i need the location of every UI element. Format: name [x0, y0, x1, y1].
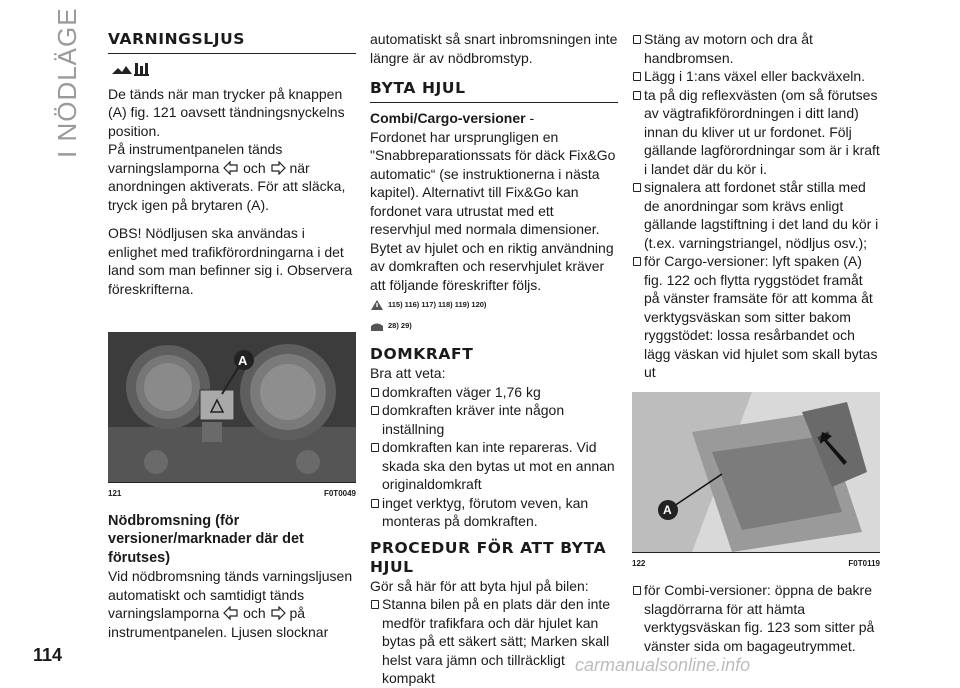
- bullet-list-domkraft: [370, 383, 618, 531]
- paragraph: De tänds när man trycker på knappen (A) fig. 121 oavsett tändningsnyckelns position.: [108, 85, 345, 139]
- seat-lever-photo: [632, 392, 880, 552]
- figure-121: [108, 332, 356, 482]
- figure-code: F0T0119: [848, 558, 880, 568]
- list-item: Stäng av motorn och dra åt handbromsen.: [632, 30, 880, 67]
- paragraph: Combi/Cargo-versioner -: [370, 110, 535, 126]
- heading-domkraft: DOMKRAFT: [370, 345, 474, 363]
- caution-references: 28) 29): [370, 317, 618, 336]
- heading-varningsljus: VARNINGSLJUS: [108, 30, 356, 54]
- dashboard-hazard-photo: [108, 332, 356, 482]
- heading-procedur: PROCEDUR FÖR ATT BYTA HJUL: [370, 538, 607, 576]
- figure-number: 121: [108, 489, 122, 498]
- paragraph: automatiskt så snart inbromsningen inte längre är av nödbromstyp.: [370, 31, 618, 66]
- paragraph: Bytet av hjulet och en riktig användning av domkraften och reservhjulet kräver att följande föreskrifter följs.: [370, 239, 614, 293]
- column-2: [370, 30, 618, 688]
- hazard-switch-icon: [110, 60, 356, 83]
- paragraph: Bra att veta:: [370, 365, 446, 381]
- column-1: [108, 30, 356, 641]
- paragraph: Fordonet har ursprungligen en "Snabbreparationssats för däck Fix&Go automatic“ (se instruktionerna i nästa kapitel). Alternativt till Fix&Go kan fordonet vara utrustat med ett reservhjul med normala dimensioner.: [370, 128, 616, 237]
- warning-references: 115) 116) 117) 118) 119) 120): [370, 296, 618, 315]
- warning-triangle-icon: [370, 299, 384, 311]
- list-item: inget verktyg, förutom veven, kan monteras på domkraften.: [370, 494, 618, 531]
- turn-right-indicator-icon: [270, 161, 286, 175]
- list-item: för Combi-versioner: öppna de bakre slagdörrarna för att hämta verktygsväskan fig. 123 som sitter på vänster sida om bagageutrymmet.: [632, 581, 880, 655]
- list-item: domkraften kräver inte någon inställning: [370, 401, 618, 438]
- paragraph: Vid nödbromsning tänds varningsljusen automatiskt och samtidigt tänds varningslamporna och på instrumentpanelen. Ljusen slocknar: [108, 568, 353, 640]
- list-item: ta på dig reflexvästen (om så förutses av vägtrafikförordningen i ditt land) innan du kliver ut ur fordonet. Följ gällande lagförordningar som är i kraft i landet där du kör i.: [632, 86, 880, 179]
- watermark: carmanualsonline.info: [575, 655, 751, 675]
- turn-right-indicator-icon: [270, 606, 286, 620]
- turn-left-indicator-icon: [223, 161, 239, 175]
- list-item: domkraften väger 1,76 kg: [370, 383, 618, 402]
- figure-122: [632, 392, 880, 552]
- paragraph: OBS! Nödljusen ska användas i enlighet med trafikförordningarna i det land som man befinner sig i. Observera föreskrifterna.: [108, 225, 353, 297]
- paragraph: På instrumentpanelen tänds varningslamporna och när anordningen aktiverats. För att släcka, tryck igen på brytaren (A).: [108, 141, 346, 213]
- list-item: för Cargo-versioner: lyft spaken (A) fig. 122 och flytta ryggstödet framåt på vänster framsäte för att komma åt verktygsväskan som sitter bakom ryggstödet: lossa resårbandet och lägg väskan vid hjulet som skall bytas ut: [632, 252, 880, 382]
- figure-caption: [108, 482, 356, 504]
- list-item: Lägg i 1:ans växel eller backväxeln.: [632, 67, 880, 86]
- turn-left-indicator-icon: [223, 606, 239, 620]
- chapter-tab: [50, 7, 82, 160]
- list-item: Stanna bilen på en plats där den inte medför trafikfara och där hjulet kan bytas på ett säkert sätt; Marken skall helst vara jämn och tillräckligt kompakt: [370, 595, 618, 688]
- paragraph: Gör så här för att byta hjul på bilen:: [370, 577, 589, 594]
- figure-code: F0T0049: [323, 489, 356, 498]
- figure-callout-label: A: [663, 502, 672, 517]
- list-item: domkraften kan inte repareras. Vid skada ska den bytas ut mot en annan originaldomkraft: [370, 438, 618, 494]
- heading-byta-hjul: BYTA HJUL: [370, 79, 618, 103]
- list-item: signalera att fordonet står stilla med de anordningar som krävs enligt gällande lagstiftning i det land du kör i (t.ex. varningstriangel, nödljus osv.);: [632, 178, 880, 252]
- chapter-tab-label: I NÖDLÄGE: [52, 7, 82, 158]
- caution-hand-icon: [370, 320, 384, 332]
- page-number: 114: [33, 645, 63, 665]
- figure-callout-label: A: [238, 353, 248, 368]
- column-3: [632, 30, 880, 655]
- figure-number: 122: [632, 558, 646, 568]
- subheading-nodbromsning: Nödbromsning (för versioner/marknader där det förutses): [108, 512, 304, 566]
- figure-caption: [632, 552, 880, 574]
